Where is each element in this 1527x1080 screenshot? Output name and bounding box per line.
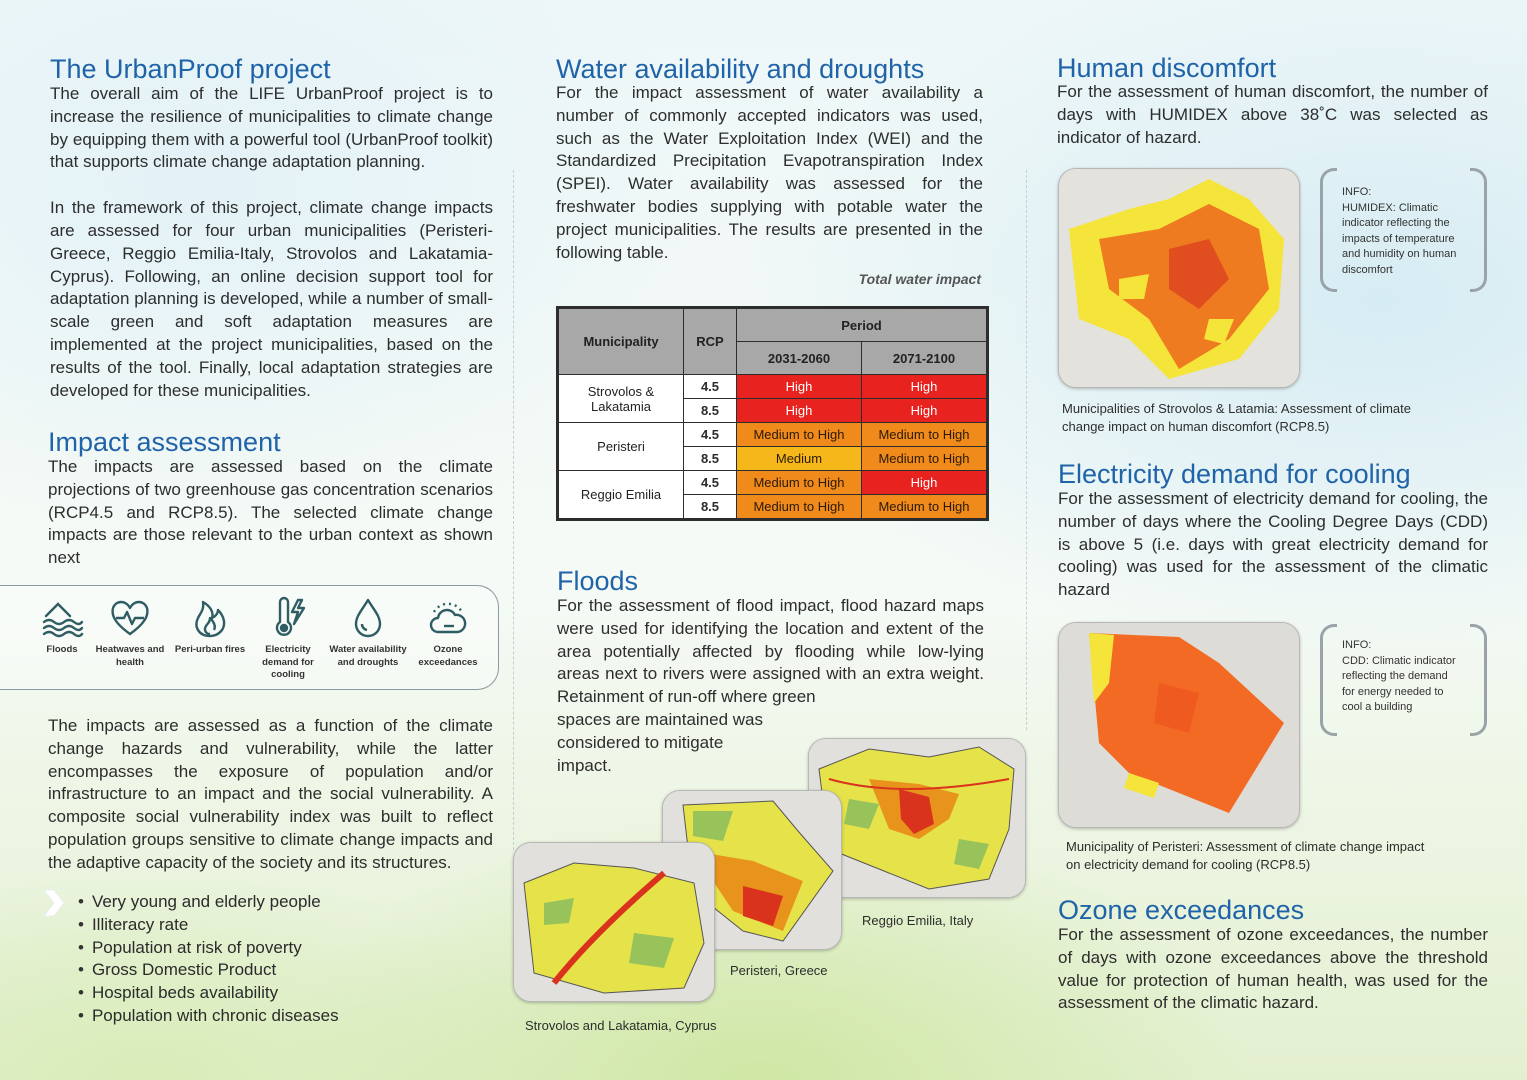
table-row	[559, 375, 987, 399]
heart-pulse-icon	[108, 596, 152, 638]
impact-assessment-title: Impact assessment	[48, 427, 281, 457]
caption-strovolos: Strovolos and Lakatamia, Cyprus	[525, 1018, 717, 1033]
flood-map-strovolos	[513, 842, 715, 1002]
risk-cell: Medium to High	[737, 495, 862, 519]
caption-peristeri: Peristeri, Greece	[730, 963, 828, 978]
risk-cell: Medium to High	[737, 471, 862, 495]
icon-item-water	[328, 596, 408, 669]
humidex-map	[1058, 168, 1300, 388]
cloud-icon	[426, 596, 470, 638]
humidex-info-box: INFO: HUMIDEX: Climatic indicator reflecting the impacts of temperature and humidity on human discomfort	[1342, 186, 1457, 276]
icon-item-electricity	[248, 596, 328, 682]
chevron-right-icon	[42, 888, 66, 918]
list-item: • Very young and elderly people	[78, 891, 339, 914]
risk-cell: High	[737, 399, 862, 423]
header-period-1: 2031-2060	[737, 342, 862, 375]
table-caption: Total water impact	[858, 271, 981, 287]
table-row	[559, 423, 987, 447]
icon-label: Floods	[46, 644, 78, 655]
municipality-cell: Reggio Emilia	[559, 471, 684, 519]
human-discomfort-text: For the assessment of human discomfort, the number of days with HUMIDEX above 38˚C was selected as indicator of hazard.	[1057, 82, 1488, 147]
water-impact-table	[556, 306, 989, 521]
icon-label: Electricity demand for cooling	[262, 644, 314, 680]
map-image	[514, 843, 714, 1001]
header-rcp: RCP	[684, 309, 737, 375]
risk-cell: High	[862, 375, 987, 399]
ozone-title: Ozone exceedances	[1058, 895, 1305, 925]
list-item: • Gross Domestic Product	[78, 959, 339, 982]
impact-icons-panel	[0, 585, 499, 690]
icon-item-heatwaves	[90, 596, 170, 669]
header-period-2: 2071-2100	[862, 342, 987, 375]
municipality-cell: Strovolos & Lakatamia	[559, 375, 684, 423]
electricity-title: Electricity demand for cooling	[1058, 459, 1411, 489]
urbanproof-title: The UrbanProof project	[50, 54, 331, 84]
risk-cell: Medium to High	[862, 423, 987, 447]
header-municipality: Municipality	[559, 309, 684, 375]
rcp-cell: 4.5	[684, 423, 737, 447]
map-image	[1059, 169, 1299, 387]
electricity-text: For the assessment of electricity demand for cooling, the number of days where the Cooling Degree Days (CDD) is above 5 (i.e. days with great electricity demand for cooling) was used for the assessment of the climatic hazard	[1058, 489, 1488, 600]
vulnerability-text: The impacts are assessed as a function of the climate change hazards and vulnerability, while the latter encompasses the exposure of population and/or infrastructure to an impact and the social vulnerability. A composite social vulnerability index was built to reflect population groups sensitive to climate change impacts and the adaptive capacity of the society and its structures.	[48, 716, 493, 872]
column-divider-2	[1026, 170, 1027, 730]
floods-title: Floods	[557, 566, 639, 596]
rcp-cell: 8.5	[684, 399, 737, 423]
list-item: • Illiteracy rate	[78, 914, 339, 937]
risk-cell: Medium to High	[862, 447, 987, 471]
flame-icon	[188, 596, 232, 638]
info-bracket-right	[1470, 168, 1487, 292]
risk-cell: High	[737, 375, 862, 399]
icon-label: Peri-urban fires	[174, 644, 246, 655]
cdd-map	[1058, 622, 1300, 828]
rcp-cell: 4.5	[684, 471, 737, 495]
risk-cell: High	[862, 471, 987, 495]
icon-label: Ozone exceedances	[418, 644, 478, 668]
risk-cell: Medium to High	[737, 423, 862, 447]
municipality-cell: Peristeri	[559, 423, 684, 471]
icon-item-fires	[170, 596, 250, 657]
list-item: • Hospital beds availability	[78, 982, 339, 1005]
info-bracket-left	[1320, 168, 1337, 292]
rcp-cell: 8.5	[684, 495, 737, 519]
icon-label: Water availability and droughts	[329, 644, 407, 668]
info-bracket-left	[1320, 624, 1337, 736]
ozone-text: For the assessment of ozone exceedances, the number of days with ozone exceedances above the threshold value for protection of human health, was used for the assessment of the climatic hazard.	[1058, 925, 1488, 1013]
droplet-icon	[346, 596, 390, 638]
intro-paragraph: The overall aim of the LIFE UrbanProof project is to increase the resilience of municipalities to climate change by equipping them with a powerful tool (UrbanProof toolkit) that supports climate change adaptation planning.	[50, 84, 493, 172]
rcp-cell: 8.5	[684, 447, 737, 471]
urbanproof-intro	[50, 83, 493, 402]
water-text: For the impact assessment of water availability a number of commonly accepted indicators was used, such as the Water Exploitation Index (WEI) and the Standardized Precipitation Evapotranspiration Index (SPEI). Water availability was assessed for the freshwater bodies supplying with potable water the project municipalities. The results are presented in the following table.	[556, 83, 983, 262]
caption-reggio-emilia: Reggio Emilia, Italy	[862, 913, 974, 928]
icon-item-ozone	[408, 596, 488, 669]
list-item: • Population with chronic diseases	[78, 1005, 339, 1028]
cdd-info-box: INFO: CDD: Climatic indicator reflecting the demand for energy needed to cool a building	[1342, 639, 1456, 713]
water-title: Water availability and droughts	[556, 54, 925, 84]
floods-text: For the assessment of flood impact, flood hazard maps were used for identifying the location and extent of the area potentially affected by flooding while low-lying areas next to rivers were assigned with an extra weight. Retainment of run-off where green	[557, 596, 984, 707]
risk-cell: Medium to High	[862, 495, 987, 519]
framework-paragraph: In the framework of this project, climate change impacts are assessed for four urban municipalities (Peristeri-Greece, Reggio Emilia-Italy, Strovolos and Lakatamia-Cyprus). Following, an online decision support tool for adaptation planning is developed, while a number of small-scale green and soft adaptation measures are implemented at the project municipalities, based on the results of the tool. Finally, local adaptation strategies are developed for these municipalities.	[50, 198, 493, 400]
vulnerability-indicators-list	[78, 891, 339, 1028]
floods-text-cont-1: spaces are maintained was	[557, 710, 764, 729]
table-row	[559, 471, 987, 495]
map-image	[1059, 623, 1299, 827]
floods-text-cont-2: considered to mitigate	[557, 733, 724, 752]
cdd-map-caption: Municipality of Peristeri: Assessment of climate change impact on electricity demand for cooling (RCP8.5)	[1066, 839, 1425, 872]
humidex-map-caption: Municipalities of Strovolos & Latamia: Assessment of climate change impact on human discomfort (RCP8.5)	[1062, 401, 1411, 434]
header-period: Period	[737, 309, 987, 342]
thermometer-bolt-icon	[266, 596, 310, 638]
rcp-cell: 4.5	[684, 375, 737, 399]
icon-label: Heatwaves and health	[95, 644, 165, 668]
risk-cell: High	[862, 399, 987, 423]
risk-cell: Medium	[737, 447, 862, 471]
column-divider-1	[513, 170, 514, 850]
human-discomfort-title: Human discomfort	[1057, 53, 1277, 83]
floods-text-cont-3: impact.	[557, 756, 612, 775]
impact-assessment-text: The impacts are assessed based on the climate projections of two greenhouse gas concentration scenarios (RCP4.5 and RCP8.5). The selected climate change impacts are those relevant to the urban context as shown next	[48, 457, 493, 568]
list-item: • Population at risk of poverty	[78, 937, 339, 960]
info-bracket-right	[1470, 624, 1487, 736]
waves-icon	[40, 596, 84, 638]
